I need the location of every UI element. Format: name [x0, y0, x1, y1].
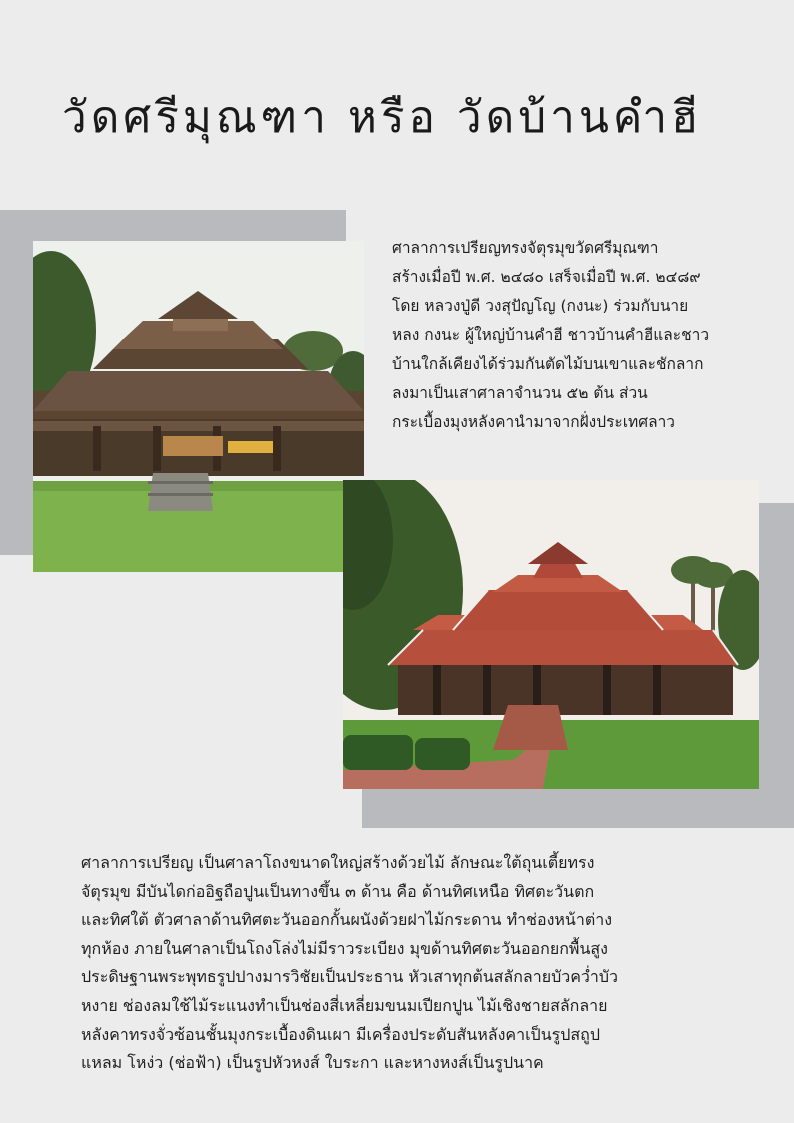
photo-restored-pavilion	[343, 480, 759, 789]
photo-old-pavilion	[33, 241, 364, 572]
body-paragraph: ศาลาการเปรียญ เป็นศาลาโถงขนาดใหญ่สร้างด้วยไม้ ลักษณะใต้ถุนเตี้ยทรง จัตุรมุข มีบันไดก่ออิฐถือปูนเป็นทางขึ้น ๓ ด้าน คือ ด้านทิศเหนือ ทิศตะวันตก และทิศใต้ ตัวศาลาด้านทิศตะวันออกกั้นผนังด้วยฝาไม้กระดาน ทำช่องหน้าต่าง ทุกห้อง ภายในศาลาเป็นโถงโล่งไม่มีราวระเบียง มุขด้านทิศตะวันออกยกพื้นสูง ประดิษฐานพระพุทธรูปปางมารวิชัยเป็นประธาน หัวเสาทุกต้นสลักลายบัวคว่ำบัว หงาย ช่องลมใช้ไม้ระแนงทำเป็นช่องสี่เหลี่ยมขนมเปียกปูน ไม้เชิงชายสลักลาย หลังคาทรงจั่วซ้อนชั้นมุงกระเบื้องดินเผา มีเครื่องประดับสันหลังคาเป็นรูปสถูป แหลม โหง่ว (ช่อฟ้า) เป็นรูปหัวหงส์ ใบระกา และหางหงส์เป็นรูปนาค	[81, 853, 619, 1073]
photo-caption: ศาลาการเปรียญทรงจัตุรมุขวัดศรีมุณฑา สร้างเมื่อปี พ.ศ. ๒๔๘๐ เสร็จเมื่อปี พ.ศ. ๒๔๘๙ โดย หลวงปู่ดี วงสุปัญโญ (กงนะ) ร่วมกับนาย หลง กงนะ ผู้ใหญ่บ้านคำฮี ชาวบ้านคำฮีและชาว บ้านใกล้เคียงได้ร่วมกันตัดไม้บนเขาและชักลาก ลงมาเป็นเสาศาลาจำนวน ๕๒ ต้น ส่วน กระเบื้องมุงหลังคานำมาจากฝั่งประเทศลาว	[392, 239, 710, 431]
page-title: วัดศรีมุณฑา หรือ วัดบ้านคำฮี	[62, 92, 702, 143]
